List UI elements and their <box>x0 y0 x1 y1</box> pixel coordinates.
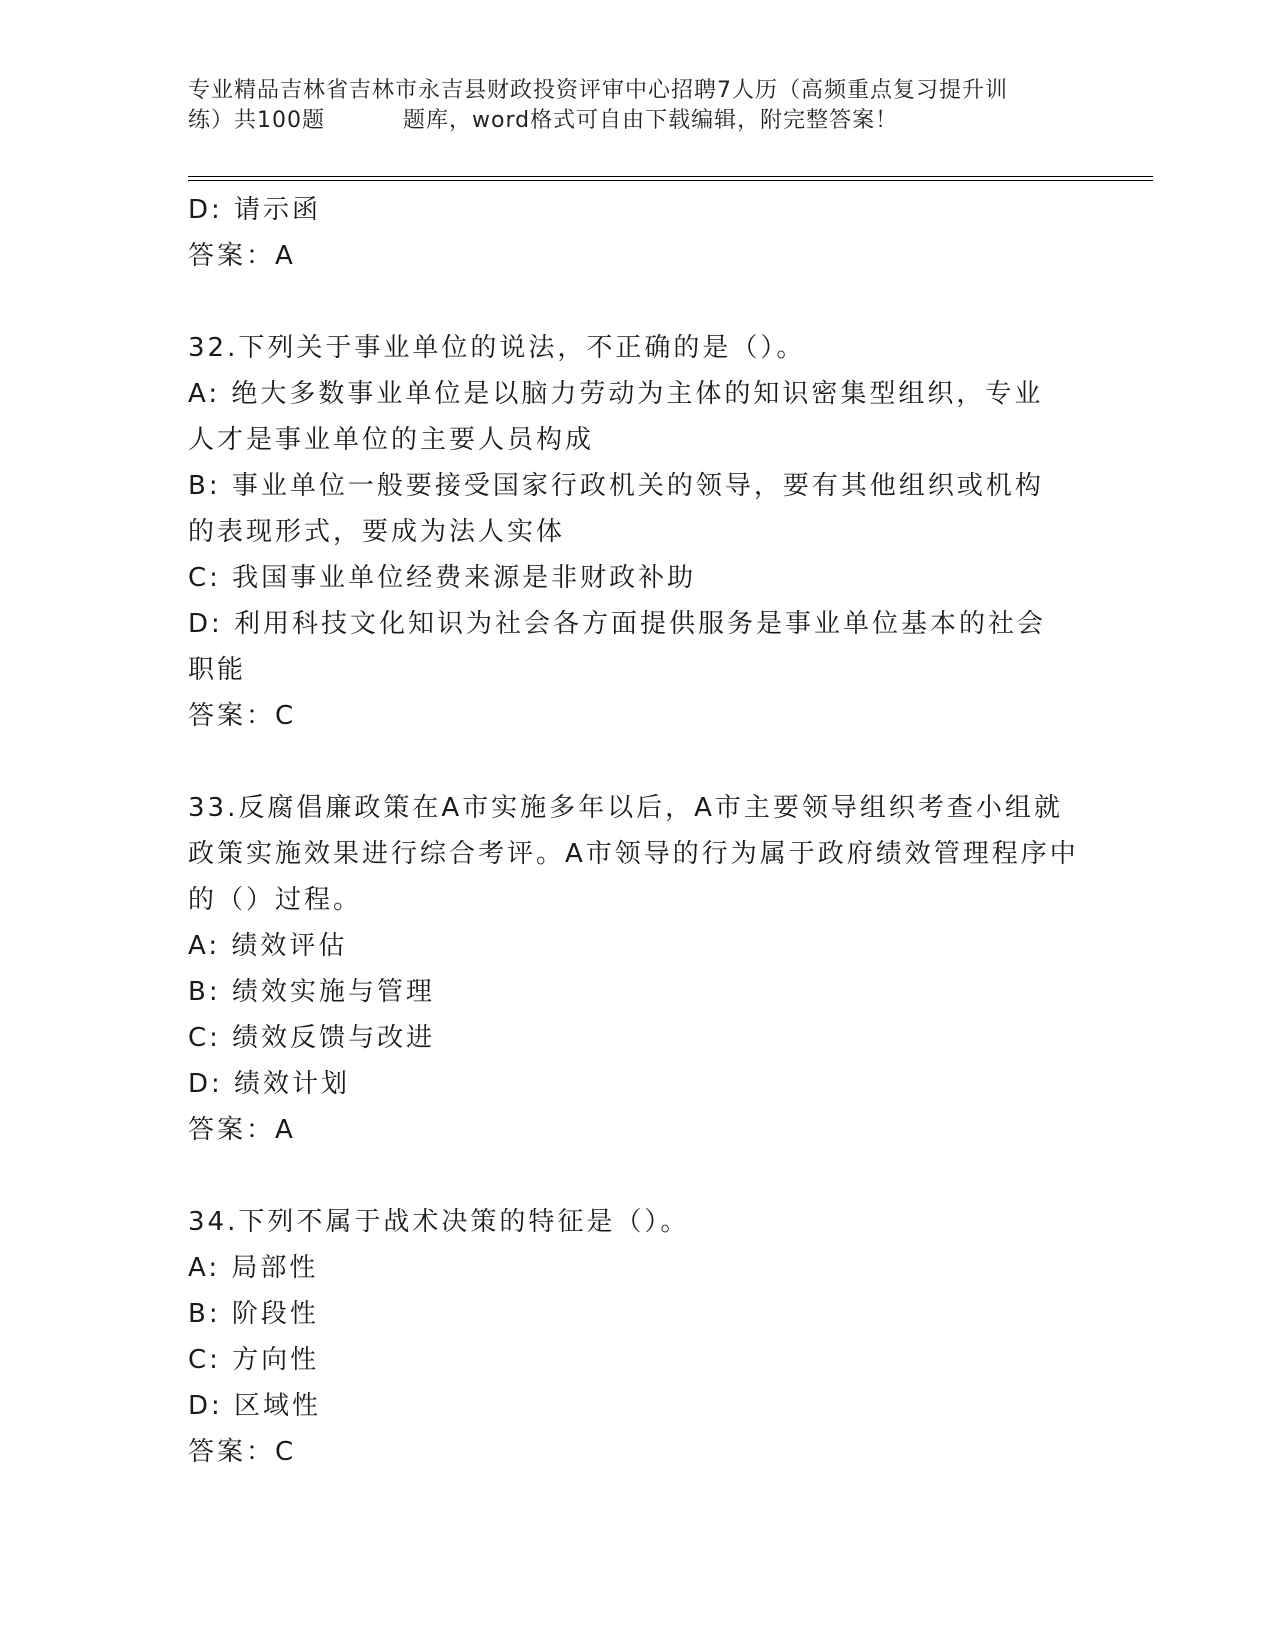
option: B: 绩效实施与管理 <box>188 977 435 1007</box>
answer: 答案：A <box>188 241 296 271</box>
question-stem: 34.下列不属于战术决策的特征是（）。 <box>188 1207 690 1237</box>
option: C: 绩效反馈与改进 <box>188 1023 436 1053</box>
header-title-line-1: 专业精品吉林省吉林市永吉县财政投资评审中心招聘7人历（高频重点复习提升训 <box>188 78 1008 103</box>
answer: 答案：C <box>188 701 297 731</box>
option: C: 我国事业单位经费来源是非财政补助 <box>188 563 697 593</box>
option: D: 请示函 <box>188 195 322 225</box>
option: D: 区域性 <box>188 1391 322 1421</box>
question-34 <box>188 1199 1088 1475</box>
option: D: 绩效计划 <box>188 1069 351 1099</box>
option: C: 方向性 <box>188 1345 320 1375</box>
option: A: 局部性 <box>188 1253 319 1283</box>
answer: 答案：C <box>188 1437 297 1467</box>
option: A: 绝大多数事业单位是以脑力劳动为主体的知识密集型组织，专业人才是事业单位的主要人员构成 <box>188 379 1044 455</box>
header-title-part: 练）共100题 <box>188 108 325 133</box>
page-header <box>188 76 1088 136</box>
option: B: 阶段性 <box>188 1299 319 1329</box>
header-divider <box>188 176 1153 181</box>
option: D: 利用科技文化知识为社会各方面提供服务是事业单位基本的社会职能 <box>188 609 1047 685</box>
question-32 <box>188 325 1088 739</box>
answer: 答案：A <box>188 1115 296 1145</box>
question-33 <box>188 785 1088 1153</box>
option: B: 事业单位一般要接受国家行政机关的领导，要有其他组织或机构的表现形式，要成为法人实体 <box>188 471 1044 547</box>
question-stem: 32.下列关于事业单位的说法，不正确的是（）。 <box>188 333 806 363</box>
option: A: 绩效评估 <box>188 931 348 961</box>
header-title-line-2 <box>188 106 1088 136</box>
question-list <box>188 187 1088 1475</box>
header-title-part: 题库，word格式可自由下载编辑，附完整答案！ <box>403 108 899 133</box>
question-stem: 33.反腐倡廉政策在A市实施多年以后，A市主要领导组织考查小组就政策实施效果进行综合考评。A市领导的行为属于政府绩效管理程序中的（）过程。 <box>188 793 1079 915</box>
